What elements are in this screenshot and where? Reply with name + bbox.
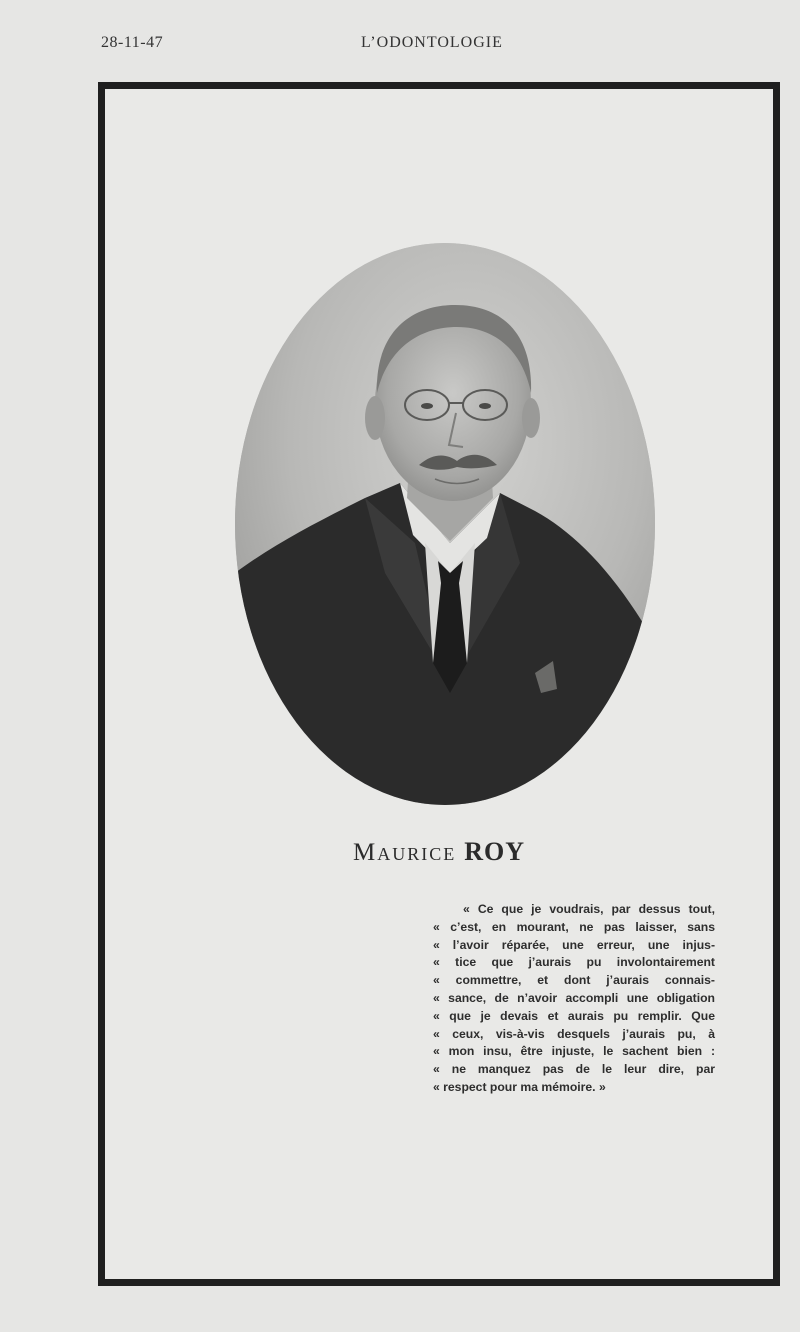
quote-line: « l’avoir réparée, une erreur, une injus- bbox=[433, 937, 715, 952]
portrait-photo-icon bbox=[235, 243, 655, 805]
journal-title: L’ODONTOLOGIE bbox=[361, 34, 503, 51]
quote-line: « respect pour ma mémoire. » bbox=[433, 1079, 606, 1094]
quote-line: « c’est, en mourant, ne pas laisser, sans bbox=[433, 919, 715, 934]
memorial-quote bbox=[433, 901, 715, 1097]
quote-line: « commettre, et dont j’aurais connais- bbox=[433, 973, 715, 988]
quote-line: « tice que j’aurais pu involontairement bbox=[433, 955, 715, 970]
page-date: 28-11-47 bbox=[101, 34, 164, 51]
quote-line: « Ce que je voudrais, par dessus tout, bbox=[463, 902, 715, 916]
quote-line: « sance, de n’avoir accompli une obligation bbox=[433, 990, 715, 1005]
quote-line: « ne manquez pas de le leur dire, par bbox=[433, 1062, 715, 1077]
quote-line: « que je devais et aurais pu remplir. Que bbox=[433, 1008, 715, 1023]
mourning-frame bbox=[98, 82, 780, 1286]
given-name: Maurice bbox=[352, 839, 457, 866]
quote-line: « mon insu, être injuste, le sachent bien : bbox=[433, 1044, 715, 1059]
page-header bbox=[0, 34, 800, 58]
family-name: ROY bbox=[464, 837, 525, 866]
portrait-photo bbox=[235, 243, 655, 805]
person-name bbox=[105, 837, 773, 867]
quote-line: « ceux, vis-à-vis desquels j’aurais pu, à bbox=[433, 1026, 715, 1041]
